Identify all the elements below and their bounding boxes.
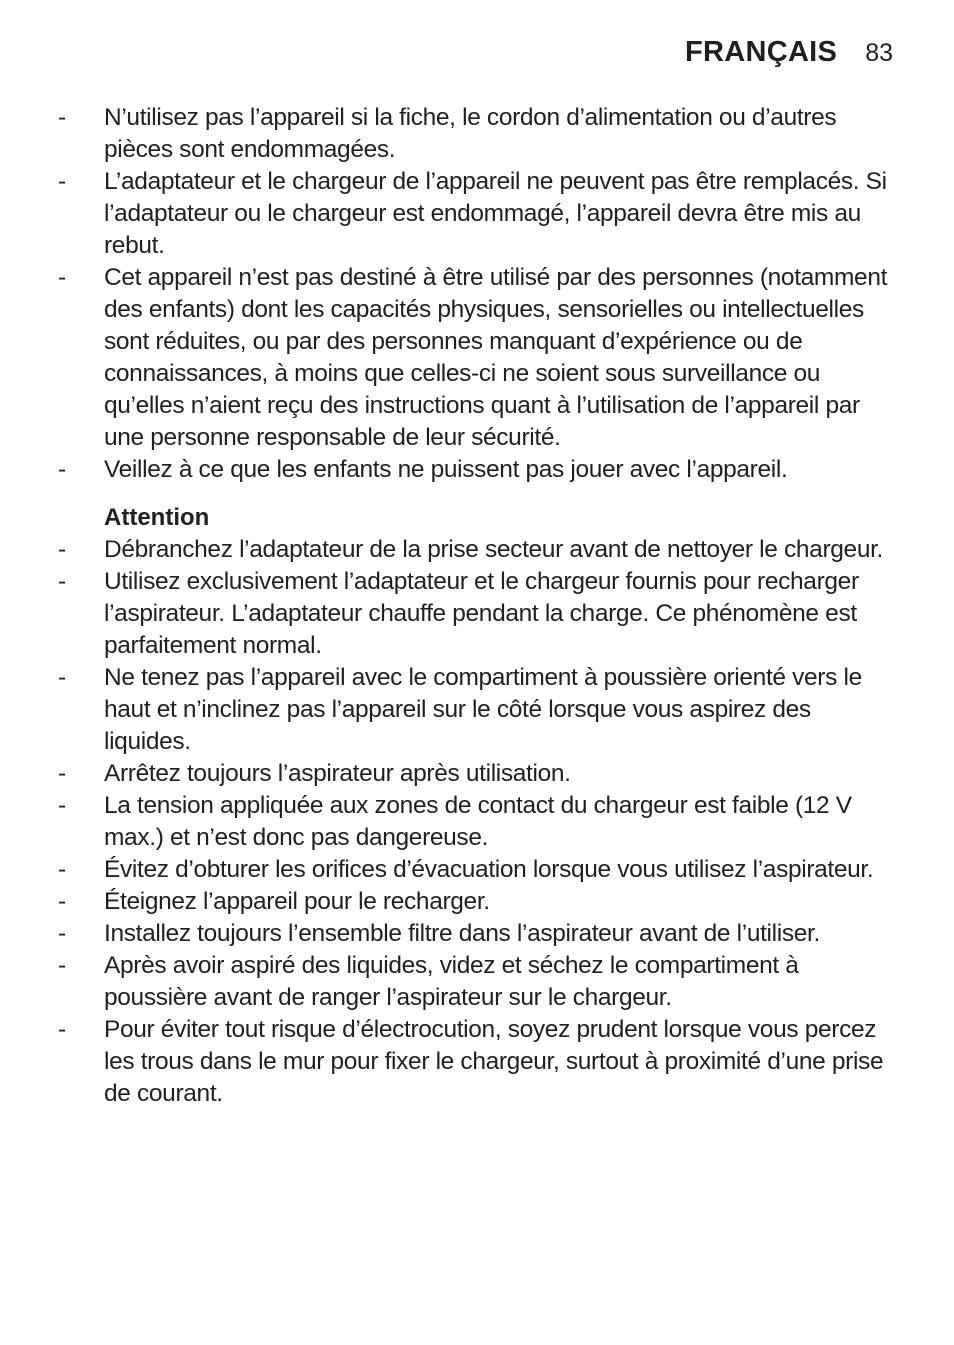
list-item: [56, 534, 902, 566]
bullet-dash: -: [58, 264, 67, 291]
bullet-dash: -: [58, 888, 67, 915]
list-item-text: Arrêtez toujours l’aspirateur après utilisation.: [104, 760, 571, 787]
list-item-text: L’adaptateur et le chargeur de l’appareil ne peuvent pas être remplacés. Si l’adaptateur ou le chargeur est endommagé, l’appareil devra être mis au rebut.: [104, 168, 887, 259]
list-item: [56, 454, 902, 486]
list-item: [56, 566, 902, 662]
attention-list: [56, 534, 902, 1110]
list-item-text: Évitez d’obturer les orifices d’évacuation lorsque vous utilisez l’aspirateur.: [104, 856, 874, 883]
list-item-text: Ne tenez pas l’appareil avec le compartiment à poussière orienté vers le haut et n’inclinez pas l’appareil sur le côté lorsque vous aspirez des liquides.: [104, 664, 862, 755]
list-item-text: Veillez à ce que les enfants ne puissent pas jouer avec l’appareil.: [104, 456, 788, 483]
bullet-dash: -: [58, 920, 67, 947]
list-item: [56, 854, 902, 886]
list-item-text: La tension appliquée aux zones de contact du chargeur est faible (12 V max.) et n’est donc pas dangereuse.: [104, 792, 852, 851]
bullet-dash: -: [58, 568, 67, 595]
list-item-text: Après avoir aspiré des liquides, videz et séchez le compartiment à poussière avant de ranger l’aspirateur sur le chargeur.: [104, 952, 799, 1011]
list-item: [56, 886, 902, 918]
list-item-text: Éteignez l’appareil pour le recharger.: [104, 888, 490, 915]
bullet-dash: -: [58, 168, 67, 195]
bullet-dash: -: [58, 856, 67, 883]
section-language-title: FRANÇAIS: [684, 36, 838, 68]
bullet-dash: -: [58, 792, 67, 819]
bullet-dash: -: [58, 104, 67, 131]
list-item: [56, 1014, 902, 1110]
bullet-dash: -: [58, 536, 67, 563]
bullet-dash: -: [58, 456, 67, 483]
document-body: [56, 102, 902, 1110]
list-item-text: Utilisez exclusivement l’adaptateur et le chargeur fournis pour recharger l’aspirateur. L’adaptateur chauffe pendant la charge. Ce phénomène est parfaitement normal.: [104, 568, 859, 659]
bullet-dash: -: [58, 760, 67, 787]
bullet-dash: -: [58, 952, 67, 979]
list-item: [56, 918, 902, 950]
bullet-dash: -: [58, 1016, 67, 1043]
safety-list: [56, 102, 902, 486]
list-item: [56, 262, 902, 454]
page-header: [685, 36, 893, 69]
bullet-dash: -: [58, 664, 67, 691]
attention-heading: Attention: [104, 504, 210, 531]
list-item: [56, 166, 902, 262]
list-item: [56, 102, 902, 166]
list-item: [56, 758, 902, 790]
list-item-text: Débranchez l’adaptateur de la prise secteur avant de nettoyer le chargeur.: [104, 536, 884, 563]
list-item-text: Installez toujours l’ensemble filtre dans l’aspirateur avant de l’utiliser.: [104, 920, 820, 947]
list-item: [56, 662, 902, 758]
page-number: 83: [865, 39, 893, 67]
list-item: [56, 790, 902, 854]
list-item-text: Pour éviter tout risque d’électrocution, soyez prudent lorsque vous percez les trous dans le mur pour fixer le chargeur, surtout à proximité d’une prise de courant.: [104, 1016, 884, 1107]
list-item: [56, 950, 902, 1014]
list-item-text: Cet appareil n’est pas destiné à être utilisé par des personnes (notamment des enfants) dont les capacités physiques, sensorielles ou intellectuelles sont réduites, ou par des personnes manquant d’expérience ou de connaissances, à moins que celles-ci ne soient sous surveillance ou qu’elles n’aient reçu des instructions quant à l’utilisation de l’appareil par une personne responsable de leur sécurité.: [104, 264, 888, 451]
list-item-text: N’utilisez pas l’appareil si la fiche, le cordon d’alimentation ou d’autres pièces sont endommagées.: [104, 104, 837, 163]
